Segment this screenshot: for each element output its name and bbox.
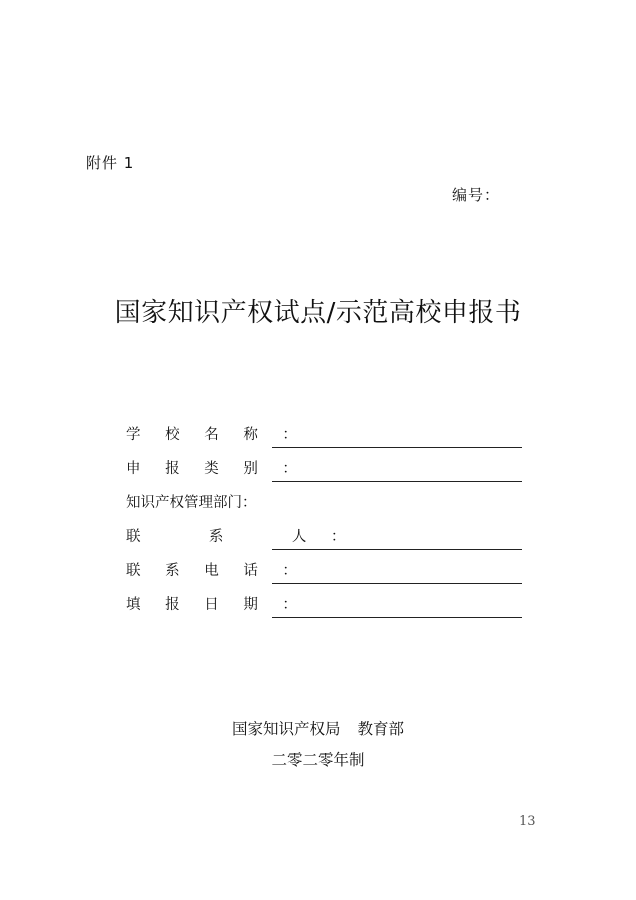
issuing-organizations <box>0 717 636 739</box>
serial-number-label: 编号： <box>452 186 501 204</box>
contact-line <box>272 549 522 550</box>
document-title: 国家知识产权试点/示范高校申报书 <box>114 298 522 328</box>
form-row-ip-department <box>126 488 526 522</box>
page-number: 13 <box>519 814 536 829</box>
attachment-label: 附件 1 <box>86 154 135 172</box>
ip-department-label: 知识产权管理部门： <box>126 495 257 511</box>
form-row-phone <box>126 556 526 590</box>
category-line <box>272 481 522 482</box>
contact-label: 联 系 人 ： <box>126 529 356 545</box>
issue-year: 二零二零年制 <box>271 751 365 769</box>
date-label: 填 报 日 期 ： <box>126 597 307 613</box>
form-row-category <box>126 454 526 488</box>
date-line <box>272 617 522 618</box>
school-name-label: 学 校 名 称 ： <box>126 427 307 443</box>
category-label: 申 报 类 别 ： <box>126 461 307 477</box>
phone-label: 联 系 电 话 ： <box>126 563 307 579</box>
form-row-contact <box>126 522 526 556</box>
form-row-school-name <box>126 420 526 454</box>
form-row-date <box>126 590 526 624</box>
org-ip-office: 国家知识产权局 <box>232 720 341 738</box>
application-form <box>126 420 526 624</box>
phone-line <box>272 583 522 584</box>
org-education-ministry: 教育部 <box>357 720 404 738</box>
school-name-line <box>272 447 522 448</box>
